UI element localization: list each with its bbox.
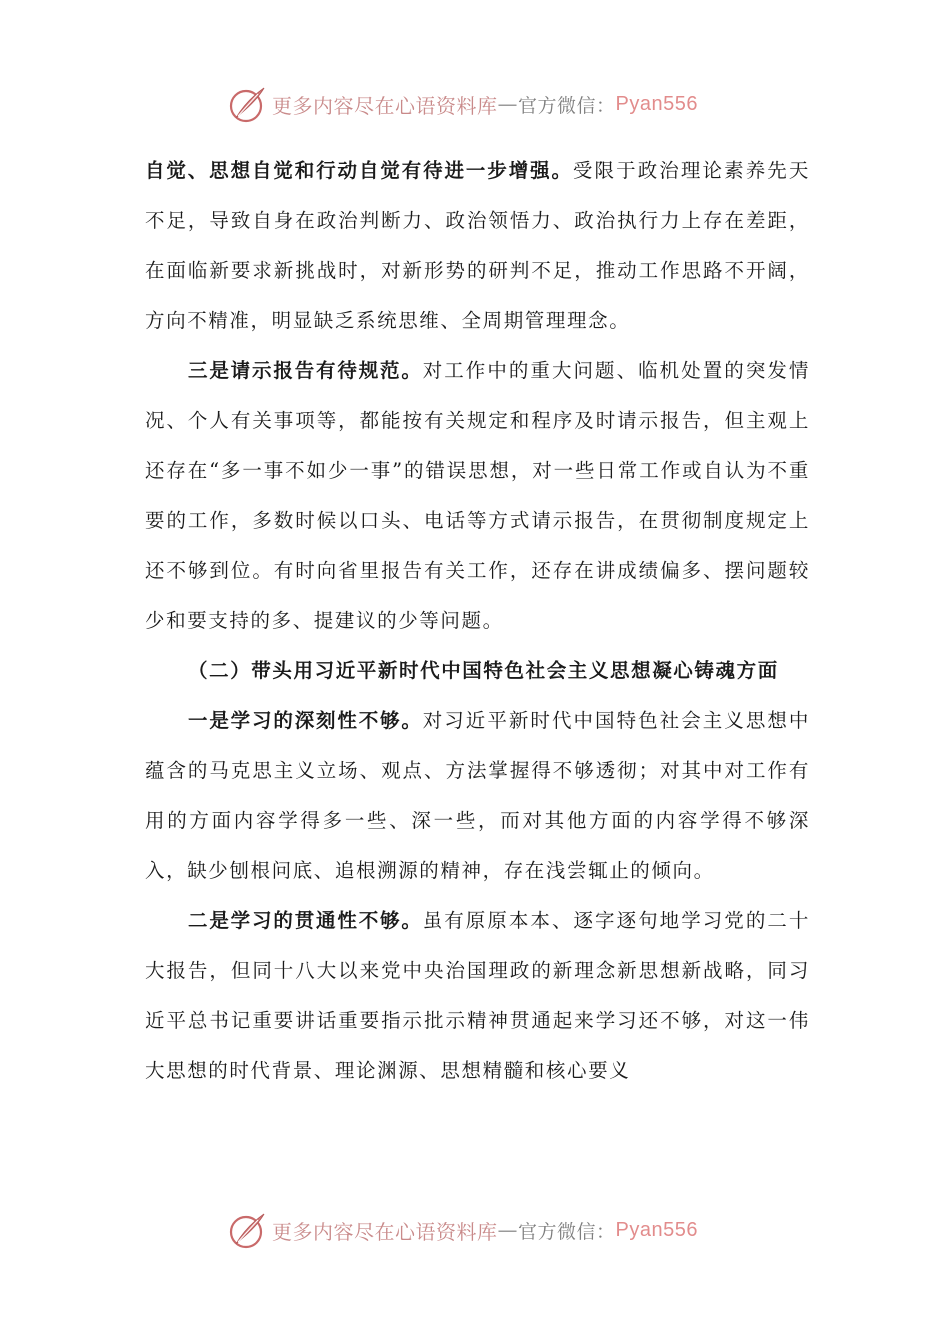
paragraph-1-text: 受限于政治理论素养先天不足，导致自身在政治判断力、政治领悟力、政治执行力上存在差距，在面临新要求新挑战时，对新形势的研判不足，推动工作思路不开阔，方向不精准，明显缺乏系统思维、全周期管理理念。 — [145, 159, 810, 332]
paragraph-4 — [145, 896, 810, 1096]
paragraph-2 — [145, 346, 810, 646]
document-body — [145, 146, 810, 1096]
watermark-separator: — — [497, 1218, 518, 1242]
watermark-wechat-id: Pyan556 — [615, 92, 698, 115]
paragraph-3-text: 对习近平新时代中国特色社会主义思想中蕴含的马克思主义立场、观点、方法掌握得不够透彻；对其中对工作有用的方面内容学得多一些、深一些，而对其他方面的内容学得不够深入，缺少刨根问底、追根溯源的精神，存在浅尝辄止的倾向。 — [145, 709, 810, 882]
paragraph-2-lead: 三是请示报告有待规范。 — [188, 359, 423, 382]
watermark-footer — [228, 1208, 698, 1252]
watermark-wechat-id: Pyan556 — [615, 1218, 698, 1241]
paragraph-3 — [145, 696, 810, 896]
paragraph-4-lead: 二是学习的贯通性不够。 — [188, 909, 423, 932]
watermark-text: 更多内容尽在心语资料库 — [272, 1219, 498, 1244]
paragraph-1 — [145, 146, 810, 346]
paragraph-1-lead: 自觉、思想自觉和行动自觉有待进一步增强。 — [145, 159, 573, 182]
watermark-separator: — — [497, 92, 518, 116]
quill-pen-logo-icon — [228, 1210, 268, 1250]
watermark-wechat-label: 官方微信： — [518, 1220, 616, 1243]
paragraph-4-text: 虽有原原本本、逐字逐句地学习党的二十大报告，但同十八大以来党中央治国理政的新理念新思想新战略，同习近平总书记重要讲话重要指示批示精神贯通起来学习还不够，对这一伟大思想的时代背景、理论渊源、思想精髓和核心要义 — [145, 909, 810, 1082]
watermark-text: 更多内容尽在心语资料库 — [272, 93, 498, 118]
section-heading: （二）带头用习近平新时代中国特色社会主义思想凝心铸魂方面 — [188, 659, 779, 682]
paragraph-2-text: 对工作中的重大问题、临机处置的突发情况、个人有关事项等，都能按有关规定和程序及时请示报告，但主观上还存在“多一事不如少一事”的错误思想，对一些日常工作或自认为不重要的工作，多数时候以口头、电话等方式请示报告，在贯彻制度规定上还不够到位。有时向省里报告有关工作，还存在讲成绩偏多、摆问题较少和要支持的多、提建议的少等问题。 — [145, 359, 810, 632]
watermark-header — [228, 82, 698, 126]
paragraph-3-lead: 一是学习的深刻性不够。 — [188, 709, 423, 732]
quill-pen-logo-icon — [228, 84, 268, 124]
watermark-wechat-label: 官方微信： — [518, 94, 616, 117]
